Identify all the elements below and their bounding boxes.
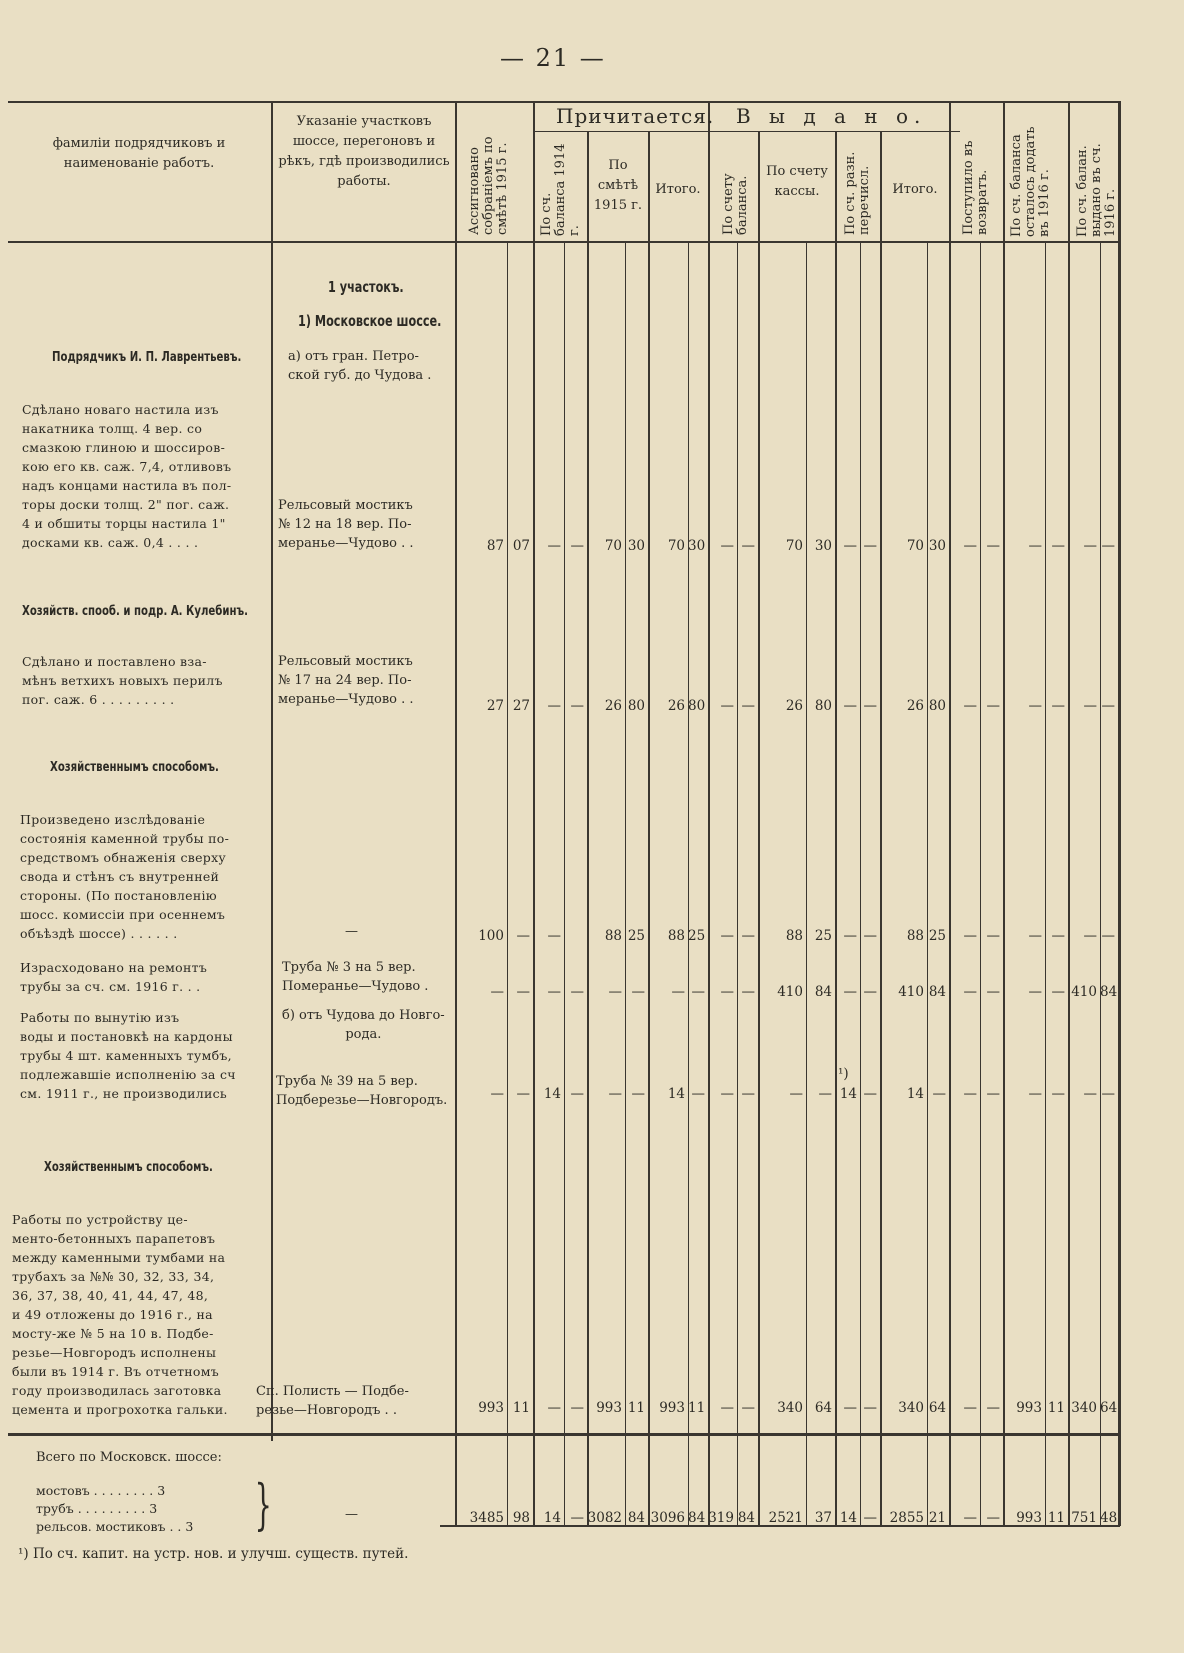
cell-c11-kop: — [986,698,1000,714]
header-col1: фамилiи подрядчиковъ и наименованiе работъ. [52,136,226,171]
cell-c11-kop: — [986,1510,1000,1526]
cell-c6-rub: 14 [667,1086,685,1102]
cell-c10-kop: 84 [928,984,946,1000]
cell-c9-kop: — [863,1510,877,1526]
cell-c7-kop: — [741,1086,755,1102]
footnote-marker: ¹) [838,1066,849,1082]
cell-c6-rub: 26 [667,698,685,714]
cell-c4-rub: 14 [543,1510,561,1526]
contractor-label: Хозяйственнымъ способомъ. [44,1160,213,1175]
cell-c12-kop: — [1051,538,1065,554]
col-sep [648,131,650,1526]
totals-location: — [345,1507,358,1522]
location-3: — [345,924,358,939]
cell-c4-rub: — [547,1400,561,1416]
cell-c8-kop: 37 [814,1510,832,1526]
cell-c13-kop: — [1101,1086,1115,1102]
cell-c11-kop: — [986,984,1000,1000]
cell-c10-kop: 21 [928,1510,946,1526]
header-col4: По сч. баланса 1914 г. [539,143,582,236]
cell-c3-rub: — [490,984,504,1000]
cell-c3-rub: — [490,1086,504,1102]
cell-c8-rub: 340 [777,1400,803,1416]
cell-c12-rub: 993 [1016,1510,1042,1526]
cell-c4-rub: 14 [543,1086,561,1102]
cell-c9-rub: — [843,1400,857,1416]
cell-c11-rub: — [963,1086,977,1102]
cell-c7-rub: — [720,1086,734,1102]
col-sep [737,241,738,1526]
col-sep [564,241,565,1526]
cell-c11-rub: — [963,984,977,1000]
cell-c10-kop: 25 [928,928,946,944]
cell-c8-kop: — [818,1086,832,1102]
cell-c3-kop: 98 [512,1510,530,1526]
location-1: Рельсовый мостикъ № 12 на 18 вер. По- меранье—Чудово . . [278,498,414,551]
cell-c3-rub: 87 [486,538,504,554]
cell-c4-kop: — [570,1510,584,1526]
cell-c4-rub: — [547,538,561,554]
cell-c5-rub: 993 [596,1400,622,1416]
col-sep [455,101,457,1526]
cell-c4-kop: — [570,984,584,1000]
cell-c3-kop: — [516,928,530,944]
work-description-5: Работы по вынутiю изъ воды и постановкѣ на кардоны трубы 4 шт. каменныхъ тумбъ, подлежавшiе исполненiю за сч см. 1911 г., не производились [20,1010,236,1101]
cell-c12-kop: 11 [1047,1400,1065,1416]
cell-c9-kop: — [863,698,877,714]
cell-c10-kop: 80 [928,698,946,714]
header-col8: По счету кассы. [766,164,828,199]
cell-c8-rub: 26 [785,698,803,714]
cell-c4-rub: — [547,984,561,1000]
cell-c10-kop: — [932,1086,946,1102]
cell-c6-kop: — [691,1086,705,1102]
header-col6: Итого. [655,182,701,197]
group-rule [535,131,960,132]
cell-c3-kop: — [516,984,530,1000]
cell-c9-rub: — [843,538,857,554]
col-sep [860,241,861,1526]
cell-c4-rub: — [547,698,561,714]
col-sep [533,101,535,1526]
cell-c5-kop: — [631,1086,645,1102]
cell-c12-rub: — [1028,698,1042,714]
cell-c12-kop: — [1051,928,1065,944]
cell-c12-kop: — [1051,984,1065,1000]
cell-c4-kop: — [570,538,584,554]
col-sep [949,101,951,1526]
cell-c10-rub: 88 [906,928,924,944]
cell-c5-rub: 3082 [587,1510,622,1526]
cell-c13-kop: — [1101,928,1115,944]
cell-c13-kop: — [1101,538,1115,554]
cell-c12-rub: 993 [1016,1400,1042,1416]
cell-c10-rub: 26 [906,698,924,714]
cell-c8-rub: 70 [785,538,803,554]
header-col7: По счету баланса. [721,173,750,235]
cell-c8-kop: 25 [814,928,832,944]
cell-c6-kop: 80 [688,698,706,714]
cell-c6-rub: 88 [667,928,685,944]
header-col9: По сч. разн. перечисл. [843,151,872,235]
cell-c3-rub: 100 [478,928,504,944]
cell-c13-kop: 64 [1100,1400,1118,1416]
totals-items: мостовъ . . . . . . . . 3 трубъ . . . . . . . . . 3 рельсов. мостиковъ . . 3 [36,1483,194,1534]
cell-c5-kop: 80 [627,698,645,714]
header-group-vydano: В ы д а н о. [736,104,927,128]
header-col5: По смѣтѣ 1915 г. [593,158,643,213]
cell-c5-kop: 25 [627,928,645,944]
cell-c6-rub: 3096 [650,1510,685,1526]
cell-c10-kop: 30 [928,538,946,554]
col-sep [1003,101,1005,1526]
cell-c6-rub: 70 [667,538,685,554]
cell-c3-kop: 11 [512,1400,530,1416]
cell-c6-kop: 25 [688,928,706,944]
cell-c5-rub: 70 [604,538,622,554]
cell-c12-kop: 11 [1047,1510,1065,1526]
cell-c11-rub: — [963,1400,977,1416]
cell-c4-rub: — [547,928,561,944]
cell-c10-kop: 64 [928,1400,946,1416]
cell-c6-rub: — [671,984,685,1000]
col-sep [1068,101,1070,1526]
location-6: Сп. Полисть — Подбе- резье—Новгородъ . . [256,1384,409,1418]
work-description-3: Произведено изслѣдованiе состоянiя каменной трубы по- средствомъ обнаженiя сверху свода и стѣнъ съ внутренней стороны. (По постановленiю шосс. комиссiи при осеннемъ объѣздѣ шоссе) . . . . . . [20,812,230,941]
cell-c11-kop: — [986,1400,1000,1416]
cell-c3-rub: 27 [486,698,504,714]
cell-c12-rub: — [1028,1086,1042,1102]
cell-c6-rub: 993 [659,1400,685,1416]
cell-c5-rub: — [608,1086,622,1102]
cell-c8-rub: 2521 [768,1510,803,1526]
header-col2: Указанiе участковъ шоссе, перегоновъ и рѣкъ, гдѣ производились работы. [278,114,450,189]
col-sep [708,101,710,1526]
cell-c11-rub: — [963,928,977,944]
col-sep [507,241,508,1526]
cell-c4-kop: — [570,698,584,714]
section-uchastok: 1 участокъ. [328,278,404,296]
cell-c10-rub: 410 [898,984,924,1000]
cell-c7-kop: — [741,984,755,1000]
cell-c13-kop: — [1101,698,1115,714]
header-col13: По сч. балан. выдано въ сч. 1916 г. [1075,143,1118,237]
cell-c5-rub: — [608,984,622,1000]
cell-c12-kop: — [1051,1086,1065,1102]
cell-c9-kop: — [863,1400,877,1416]
work-description-2: Сдѣлано и поставлено вза- мѣнъ ветхихъ новыхъ перилъ пог. саж. 6 . . . . . . . . . [22,654,223,707]
section-shosse: 1) Московское шоссе. [298,312,442,330]
cell-c7-kop: — [741,538,755,554]
work-description-6: Работы по устройству це- менто-бетонныхъ парапетовъ между каменными тумбами на трубахъ за №№ 30, 32, 33, 34, 36, 37, 38, 40, 41, 44, 47, 48, и 49 отложены до 1916 г., на мосту-же № 5 на 10 в. Подбе- резье—Новгородъ исполнены были въ 1914 г. Въ отчетномъ году производилась заготовка цемента и прогрохотка гальки. [12,1212,228,1417]
location-a: а) отъ гран. Петро- ской губ. до Чудова . [288,349,432,383]
cell-c6-kop: 11 [688,1400,706,1416]
cell-c5-kop: 30 [627,538,645,554]
cell-c8-kop: 64 [814,1400,832,1416]
cell-c10-rub: 70 [906,538,924,554]
cell-c8-kop: 80 [814,698,832,714]
work-description-4: Израсходовано на ремонтъ трубы за сч. см. 1916 г. . . [20,960,208,994]
cell-c3-rub: 993 [478,1400,504,1416]
cell-c9-rub: 14 [839,1510,857,1526]
cell-c12-rub: — [1028,928,1042,944]
header-col11: Поступило въ возвратъ. [961,140,990,235]
cell-c9-kop: — [863,928,877,944]
cell-c10-rub: 14 [906,1086,924,1102]
header-top-rule [8,101,1120,103]
cell-c9-rub: 14 [839,1086,857,1102]
cell-c8-rub: 88 [785,928,803,944]
cell-c13-rub: 410 [1071,984,1097,1000]
footnote: ¹) По сч. капит. на устр. нов. и улучш. существ. путей. [18,1546,409,1562]
contractor-label: Хозяйств. спооб. и подр. А. Кулебинъ. [22,604,248,619]
location-4: Труба № 3 на 5 вер. Померанье—Чудово . [282,960,429,994]
cell-c5-rub: 26 [604,698,622,714]
col-sep [758,131,760,1526]
cell-c11-kop: — [986,538,1000,554]
cell-c11-rub: — [963,538,977,554]
cell-c8-kop: 84 [814,984,832,1000]
col-sep [1100,241,1101,1526]
cell-c7-rub: 319 [708,1510,734,1526]
cell-c12-kop: — [1051,698,1065,714]
cell-c4-kop: — [570,1086,584,1102]
cell-c3-kop: 07 [512,538,530,554]
col-sep [980,241,981,1526]
col-sep [688,241,689,1526]
cell-c13-rub: — [1083,698,1097,714]
cell-c6-kop: — [691,984,705,1000]
cell-c9-kop: — [863,984,877,1000]
col-sep [835,131,837,1526]
location-2: Рельсовый мостикъ № 17 на 24 вер. По- меранье—Чудово . . [278,654,414,707]
cell-c7-kop: 84 [737,1510,755,1526]
col-sep [806,241,807,1526]
cell-c5-rub: 88 [604,928,622,944]
cell-c7-rub: — [720,538,734,554]
col-sep [927,241,928,1526]
cell-c10-rub: 2855 [889,1510,924,1526]
cell-c9-rub: — [843,928,857,944]
cell-c12-rub: — [1028,538,1042,554]
cell-c11-rub: — [963,698,977,714]
cell-c7-rub: — [720,984,734,1000]
cell-c7-rub: — [720,928,734,944]
cell-c13-rub: 340 [1071,1400,1097,1416]
cell-c9-kop: — [863,1086,877,1102]
header-col12: По сч. баланса осталось додать въ 1916 г. [1009,126,1052,237]
cell-c9-kop: — [863,538,877,554]
cell-c13-rub: 751 [1071,1510,1097,1526]
cell-c5-kop: — [631,984,645,1000]
cell-c11-rub: — [963,1510,977,1526]
cell-c3-rub: 3485 [469,1510,504,1526]
cell-c8-rub: 410 [777,984,803,1000]
brace-glyph: } [254,1473,272,1536]
cell-c8-rub: — [789,1086,803,1102]
page-number: — 21 — [500,44,606,72]
location-b: б) отъ Чудова до Новго- рода. [282,1008,445,1042]
cell-c13-rub: — [1083,928,1097,944]
right-border [1118,101,1121,1526]
cell-c13-rub: — [1083,538,1097,554]
col-sep [587,131,589,1526]
cell-c9-rub: — [843,698,857,714]
cell-c13-rub: — [1083,1086,1097,1102]
cell-c7-kop: — [741,698,755,714]
cell-c5-kop: 11 [627,1400,645,1416]
header-col10: Итого. [892,182,938,197]
cell-c11-kop: — [986,928,1000,944]
header-group-prichitaetsya: Причитается. [556,104,715,128]
contractor-label: Подрядчикъ И. П. Лаврентьевъ. [52,350,242,365]
contractor-label: Хозяйственнымъ способомъ. [50,760,219,775]
cell-c3-kop: — [516,1086,530,1102]
cell-c12-rub: — [1028,984,1042,1000]
col-sep [1045,241,1046,1526]
cell-c10-rub: 340 [898,1400,924,1416]
cell-c7-rub: — [720,1400,734,1416]
cell-c6-kop: 84 [688,1510,706,1526]
cell-c5-kop: 84 [627,1510,645,1526]
header-col3: Ассигновано собранiемъ по смѣтѣ 1915 г. [467,136,510,235]
cell-c7-rub: — [720,698,734,714]
work-description-1: Сдѣлано новаго настила изъ накатника толщ. 4 вер. со смазкою глиною и шоссиров- кою его кв. саж. 7,4, отливовъ надъ концами настила въ пол- торы доски толщ. 2" пог. саж. 4 и обшиты торцы настила 1" досками кв. саж. 0,4 . . . . [22,402,232,550]
cell-c4-kop: — [570,1400,584,1416]
cell-c9-rub: — [843,984,857,1000]
cell-c13-kop: 84 [1100,984,1118,1000]
cell-c7-kop: — [741,928,755,944]
col-sep [271,101,273,1441]
cell-c13-kop: 48 [1100,1510,1118,1526]
cell-c8-kop: 30 [814,538,832,554]
col-sep [880,131,882,1526]
cell-c3-kop: 27 [512,698,530,714]
cell-c11-kop: — [986,1086,1000,1102]
totals-label: Всего по Московск. шоссе: [36,1450,222,1465]
cell-c6-kop: 30 [688,538,706,554]
location-5: Труба № 39 на 5 вер. Подберезье—Новгородъ. [276,1074,448,1108]
cell-c7-kop: — [741,1400,755,1416]
col-sep [625,241,626,1526]
